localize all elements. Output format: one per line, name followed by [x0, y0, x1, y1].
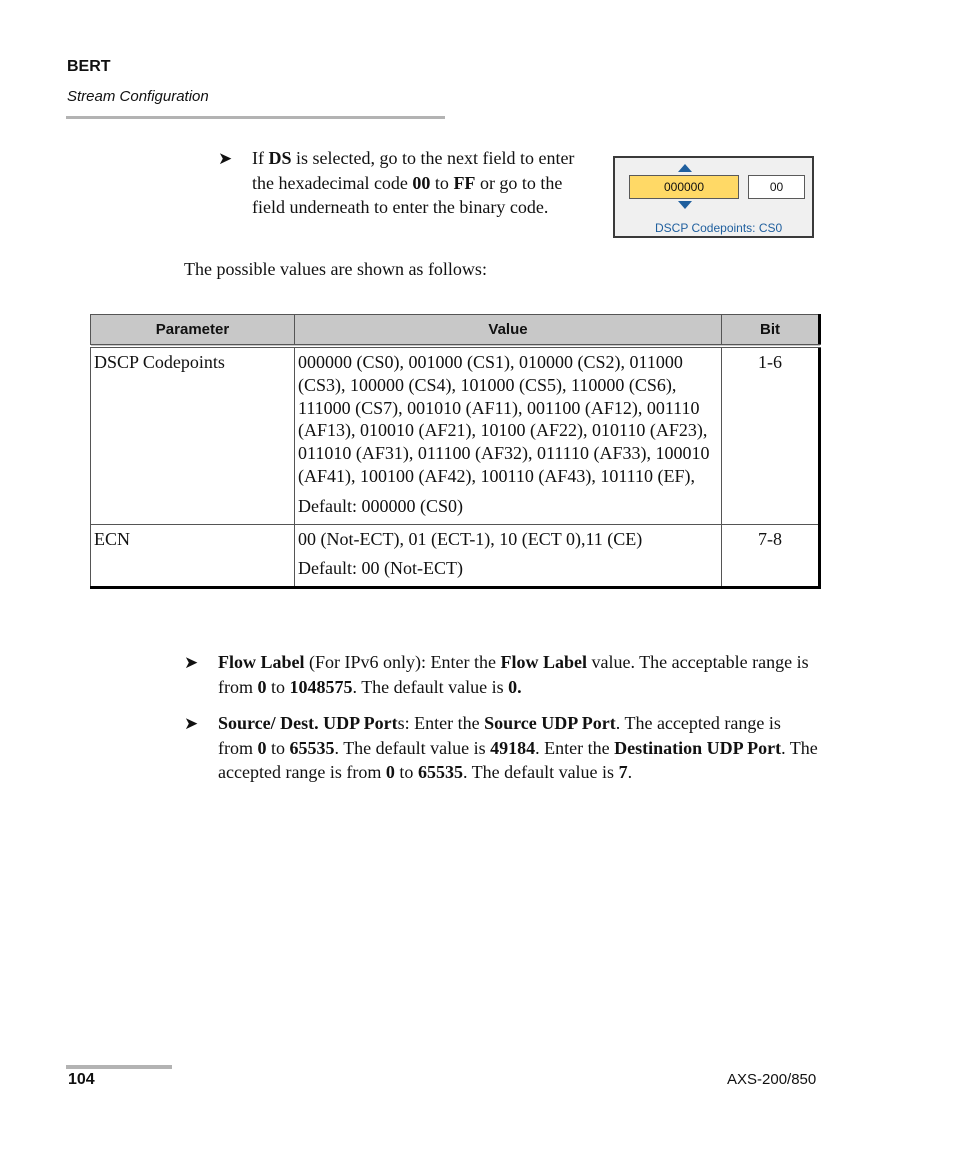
table-row — [91, 346, 820, 524]
value-list: 00 (Not-ECT), 01 (ECT-1), 10 (ECT 0),11 (CE) — [298, 528, 643, 549]
page-number: 104 — [68, 1071, 95, 1088]
binary-code-field: 000000 — [629, 175, 739, 199]
footer-rule — [66, 1065, 172, 1069]
parameter-cell: ECN — [91, 524, 295, 588]
table-row — [91, 524, 820, 588]
hex-code-field: 00 — [748, 175, 805, 199]
header-value: Value — [295, 315, 722, 347]
flow-label-instruction: Flow Label (For IPv6 only): Enter the Flow Label value. The acceptable range is from 0 to 1048575. The default value is 0. — [218, 652, 809, 697]
dscp-codepoints-label: DSCP Codepoints: CS0 — [655, 221, 783, 235]
product-model: AXS-200/850 — [727, 1071, 817, 1088]
arrow-up-icon — [678, 164, 692, 172]
parameter-cell: DSCP Codepoints — [91, 346, 295, 524]
parameter-table — [90, 314, 821, 589]
section-subtitle: Stream Configuration — [67, 88, 209, 105]
table-header-row — [91, 315, 820, 347]
section-title: BERT — [67, 58, 111, 75]
dscp-control-screenshot — [613, 156, 814, 238]
bullet-arrow-icon: ➤ — [218, 149, 233, 168]
bullet-arrow-icon: ➤ — [184, 653, 199, 672]
header-bit: Bit — [722, 315, 820, 347]
value-cell — [295, 524, 722, 588]
value-list: 000000 (CS0), 001000 (CS1), 010000 (CS2), 011000 (CS3), 100000 (CS4), 101000 (CS5), 110000 (CS6), 111000 (CS7), 001010 (AF11), 001100 (AF12), 001110 (AF13), 010010 (AF21), 10100 (AF22), 010110 (AF23), 011010 (AF31), 011100 (AF32), 011110 (AF33), 100010 (AF41), 100100 (AF42), 100110 (AF43), 101110 (EF), — [298, 352, 710, 486]
bit-cell: 1-6 — [722, 346, 820, 524]
values-intro: The possible values are shown as follows: — [184, 259, 487, 279]
default-value: Default: 00 (Not-ECT) — [298, 558, 463, 579]
header-parameter: Parameter — [91, 315, 295, 347]
header-rule — [66, 116, 445, 119]
arrow-down-icon — [678, 201, 692, 209]
bullet-arrow-icon: ➤ — [184, 714, 199, 733]
ds-instruction: If DS is selected, go to the next field to enter the hexadecimal code 00 to FF or go to the field underneath to enter the binary code. — [252, 148, 575, 217]
default-value: Default: 000000 (CS0) — [298, 495, 463, 516]
udp-port-instruction: Source/ Dest. UDP Ports: Enter the Source UDP Port. The accepted range is from 0 to 65535. The default value is 49184. Enter the Destination UDP Port. The accepted range is from 0 to 65535. The default value is 7. — [218, 713, 818, 782]
bit-cell: 7-8 — [722, 524, 820, 588]
value-cell — [295, 346, 722, 524]
